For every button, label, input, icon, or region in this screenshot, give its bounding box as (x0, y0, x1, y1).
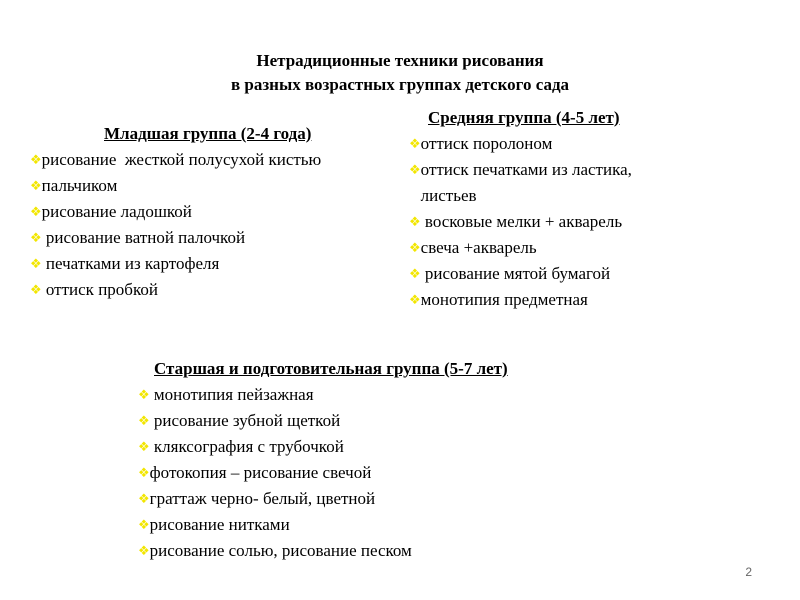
list-item (30, 173, 321, 199)
title-line-2: в разных возрастных группах детского сада (230, 75, 570, 94)
list-item (138, 538, 508, 564)
list-item (409, 131, 632, 157)
page-number: 2 (745, 565, 752, 579)
list-item-text: оттиск печатками из ластика, (420, 160, 632, 179)
list-item (409, 157, 632, 183)
diamond-bullet-icon: ❖ (138, 491, 150, 506)
diamond-bullet-icon: ❖ (409, 292, 421, 307)
list-item (30, 225, 321, 251)
diamond-bullet-icon: ❖ (409, 162, 421, 177)
diamond-bullet-icon: ❖ (409, 240, 421, 255)
diamond-bullet-icon: ❖ (409, 214, 421, 229)
list-item-text: оттиск поролоном (420, 134, 553, 153)
middle-group (409, 105, 632, 313)
list-item (138, 382, 508, 408)
list-item-text: монотипия предметная (420, 290, 588, 309)
list-item-text: восковые мелки + акварель (420, 212, 623, 231)
diamond-bullet-icon: ❖ (30, 178, 42, 193)
list-item (409, 235, 632, 261)
diamond-bullet-icon: ❖ (138, 387, 150, 402)
list-item (138, 486, 508, 512)
diamond-bullet-icon: ❖ (30, 230, 42, 245)
list-item-text: рисование ладошкой (41, 202, 192, 221)
list-item-text: рисование мятой бумагой (420, 264, 611, 283)
list-item-text: кляксография с трубочкой (149, 437, 344, 456)
list-item (138, 460, 508, 486)
diamond-bullet-icon: ❖ (409, 266, 421, 281)
list-item-text: рисование жесткой полусухой кистью (41, 150, 322, 169)
list-item (409, 183, 632, 209)
diamond-bullet-icon: ❖ (30, 282, 42, 297)
diamond-bullet-icon: ❖ (138, 517, 150, 532)
list-item-text: монотипия пейзажная (149, 385, 314, 404)
list-item-text: пальчиком (41, 176, 118, 195)
list-item (138, 434, 508, 460)
list-item (138, 512, 508, 538)
list-item (409, 287, 632, 313)
list-item (30, 277, 321, 303)
list-item (30, 199, 321, 225)
list-item (30, 147, 321, 173)
list-item-text: оттиск пробкой (41, 280, 158, 299)
middle-heading: Средняя группа (4-5 лет) (428, 108, 620, 127)
diamond-bullet-icon: ❖ (138, 543, 150, 558)
list-item-text: рисование зубной щеткой (149, 411, 341, 430)
list-item-text: фотокопия – рисование свечой (149, 463, 372, 482)
title-line-1: Нетрадиционные техники рисования (256, 51, 544, 70)
diamond-bullet-icon: ❖ (138, 465, 150, 480)
senior-heading: Старшая и подготовительная группа (5-7 лет) (154, 359, 508, 378)
list-item-text: печатками из картофеля (41, 254, 220, 273)
list-item-text: рисование нитками (149, 515, 290, 534)
diamond-bullet-icon: ❖ (30, 204, 42, 219)
list-item-text: рисование солью, рисование песком (149, 541, 412, 560)
list-item (138, 408, 508, 434)
list-item-text: листьев (420, 186, 477, 205)
list-item-text: рисование ватной палочкой (41, 228, 246, 247)
list-item-text: свеча +акварель (420, 238, 537, 257)
list-item-text: граттаж черно- белый, цветной (149, 489, 376, 508)
list-item (409, 261, 632, 287)
junior-heading: Младшая группа (2-4 года) (104, 124, 312, 143)
list-item (409, 209, 632, 235)
diamond-bullet-icon: ❖ (409, 136, 421, 151)
junior-group (30, 121, 321, 303)
diamond-bullet-icon: ❖ (30, 256, 42, 271)
diamond-bullet-icon: ❖ (138, 413, 150, 428)
diamond-bullet-icon: ❖ (138, 439, 150, 454)
senior-group (138, 356, 508, 564)
slide-title (0, 49, 800, 97)
diamond-bullet-icon: ❖ (30, 152, 42, 167)
list-item (30, 251, 321, 277)
